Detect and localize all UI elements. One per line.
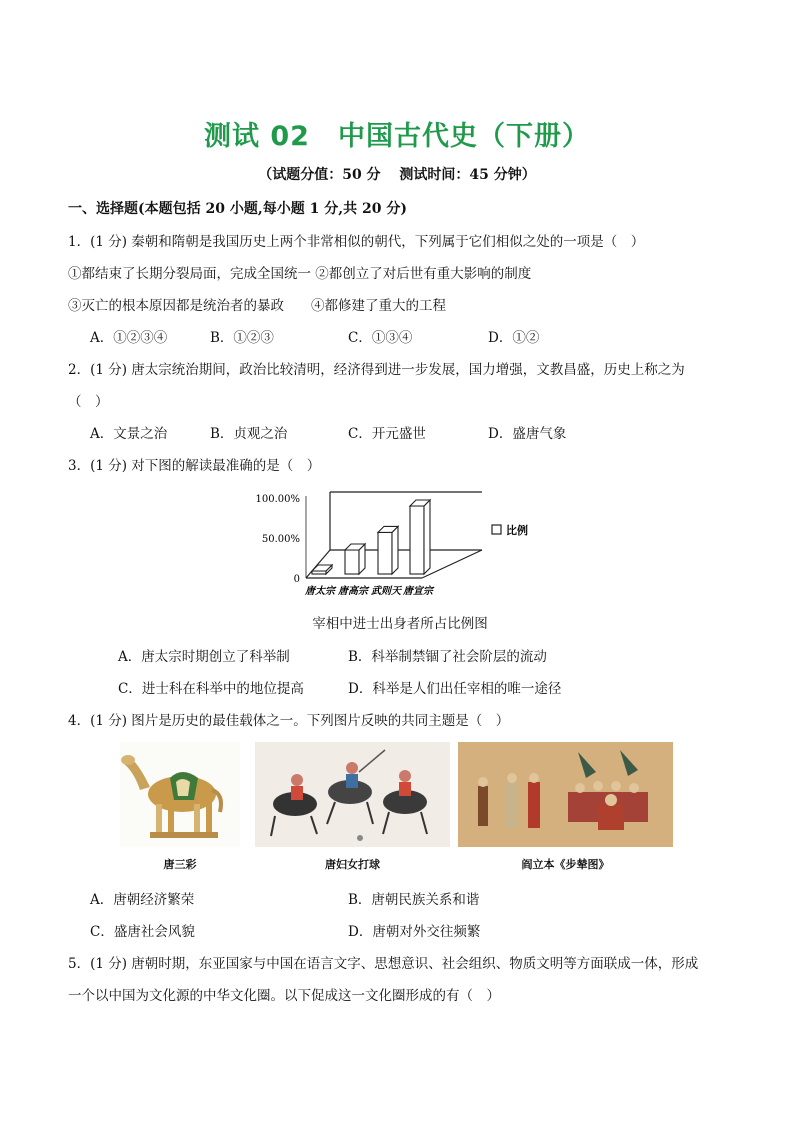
q2-option-d[interactable]: D．盛唐气象 — [488, 426, 567, 442]
q5-line-2: 一个以中国为文化源的中华文化圈。以下促成这一文化圈形成的有（ ） — [68, 988, 500, 1004]
x-category-label: 唐太宗 — [305, 586, 335, 597]
q2-option-a[interactable]: A．文景之治 — [90, 426, 168, 442]
q1-statement-2: ③灭亡的根本原因都是统治者的暴政 ④都修建了重大的工程 — [68, 298, 446, 314]
women-polo-image — [255, 742, 450, 847]
x-category-label: 唐宣宗 — [403, 586, 433, 597]
section-heading: 一、选择题(本题包括 20 小题,每小题 1 分,共 20 分) — [68, 201, 407, 217]
y-tick-label: 50.00% — [261, 534, 300, 545]
tang-sancai-image — [120, 742, 240, 847]
q2-stem-cont: （ ） — [68, 394, 109, 410]
q3-stem: 3．(1 分) 对下图的解读最准确的是（ ） — [68, 458, 321, 474]
q5-line-1: 5．(1 分) 唐朝时期，东亚国家与中国在语言文字、思想意识、社会组织、物质文明等方面联成一体，形成 — [68, 956, 699, 972]
q3-option-b[interactable]: B．科举制禁锢了社会阶层的流动 — [348, 649, 547, 665]
q1-option-a[interactable]: A．①②③④ — [90, 330, 168, 346]
x-category-label: 唐高宗 — [338, 586, 368, 597]
legend-swatch — [492, 525, 501, 534]
bar-chart — [250, 486, 550, 606]
y-tick-label: 100.00% — [255, 494, 300, 505]
y-tick-label: 0 — [293, 574, 300, 585]
chart-caption: 宰相中进士出身者所占比例图 — [312, 616, 488, 632]
q4-option-c[interactable]: C．盛唐社会风貌 — [90, 924, 195, 940]
q3-option-a[interactable]: A．唐太宗时期创立了科举制 — [118, 649, 290, 665]
bar — [312, 565, 332, 574]
legend-label: 比例 — [506, 524, 528, 537]
q1-statement-1: ①都结束了长期分裂局面，完成全国统一 ②都创立了对后世有重大影响的制度 — [68, 266, 532, 282]
q4-option-a[interactable]: A．唐朝经济繁荣 — [90, 892, 195, 908]
page-title: 测试 02 中国古代史（下册） — [204, 121, 590, 152]
q3-option-c[interactable]: C．进士科在科举中的地位提高 — [118, 681, 304, 697]
q1-stem: 1．(1 分) 秦朝和隋朝是我国历史上两个非常相似的朝代，下列属于它们相似之处的一项是（ ） — [68, 234, 645, 250]
q3-option-d[interactable]: D．科举是人们出任宰相的唯一途径 — [348, 681, 562, 697]
image-caption-3: 阎立本《步辇图》 — [521, 858, 610, 871]
q2-stem: 2．(1 分) 唐太宗统治期间，政治比较清明，经济得到进一步发展，国力增强，文教昌盛，历史上称之为 — [68, 362, 685, 378]
bar — [345, 544, 365, 574]
image-caption-1: 唐三彩 — [163, 858, 197, 871]
q1-option-b[interactable]: B．①②③ — [210, 330, 274, 346]
bar — [410, 500, 430, 574]
page-subtitle: （试题分值：50 分 测试时间：45 分钟） — [258, 167, 536, 183]
q4-stem: 4．(1 分) 图片是历史的最佳载体之一。下列图片反映的共同主题是（ ） — [68, 713, 510, 729]
q2-option-c[interactable]: C．开元盛世 — [348, 426, 426, 442]
q4-option-d[interactable]: D．唐朝对外交往频繁 — [348, 924, 481, 940]
q1-option-c[interactable]: C．①③④ — [348, 330, 413, 346]
x-category-label: 武则天 — [371, 586, 401, 597]
q2-option-b[interactable]: B．贞观之治 — [210, 426, 288, 442]
bunian-tu-image — [458, 742, 673, 847]
q4-option-b[interactable]: B．唐朝民族关系和谐 — [348, 892, 480, 908]
bar — [378, 526, 398, 574]
q1-option-d[interactable]: D．①② — [488, 330, 540, 346]
image-caption-2: 唐妇女打球 — [325, 858, 380, 871]
